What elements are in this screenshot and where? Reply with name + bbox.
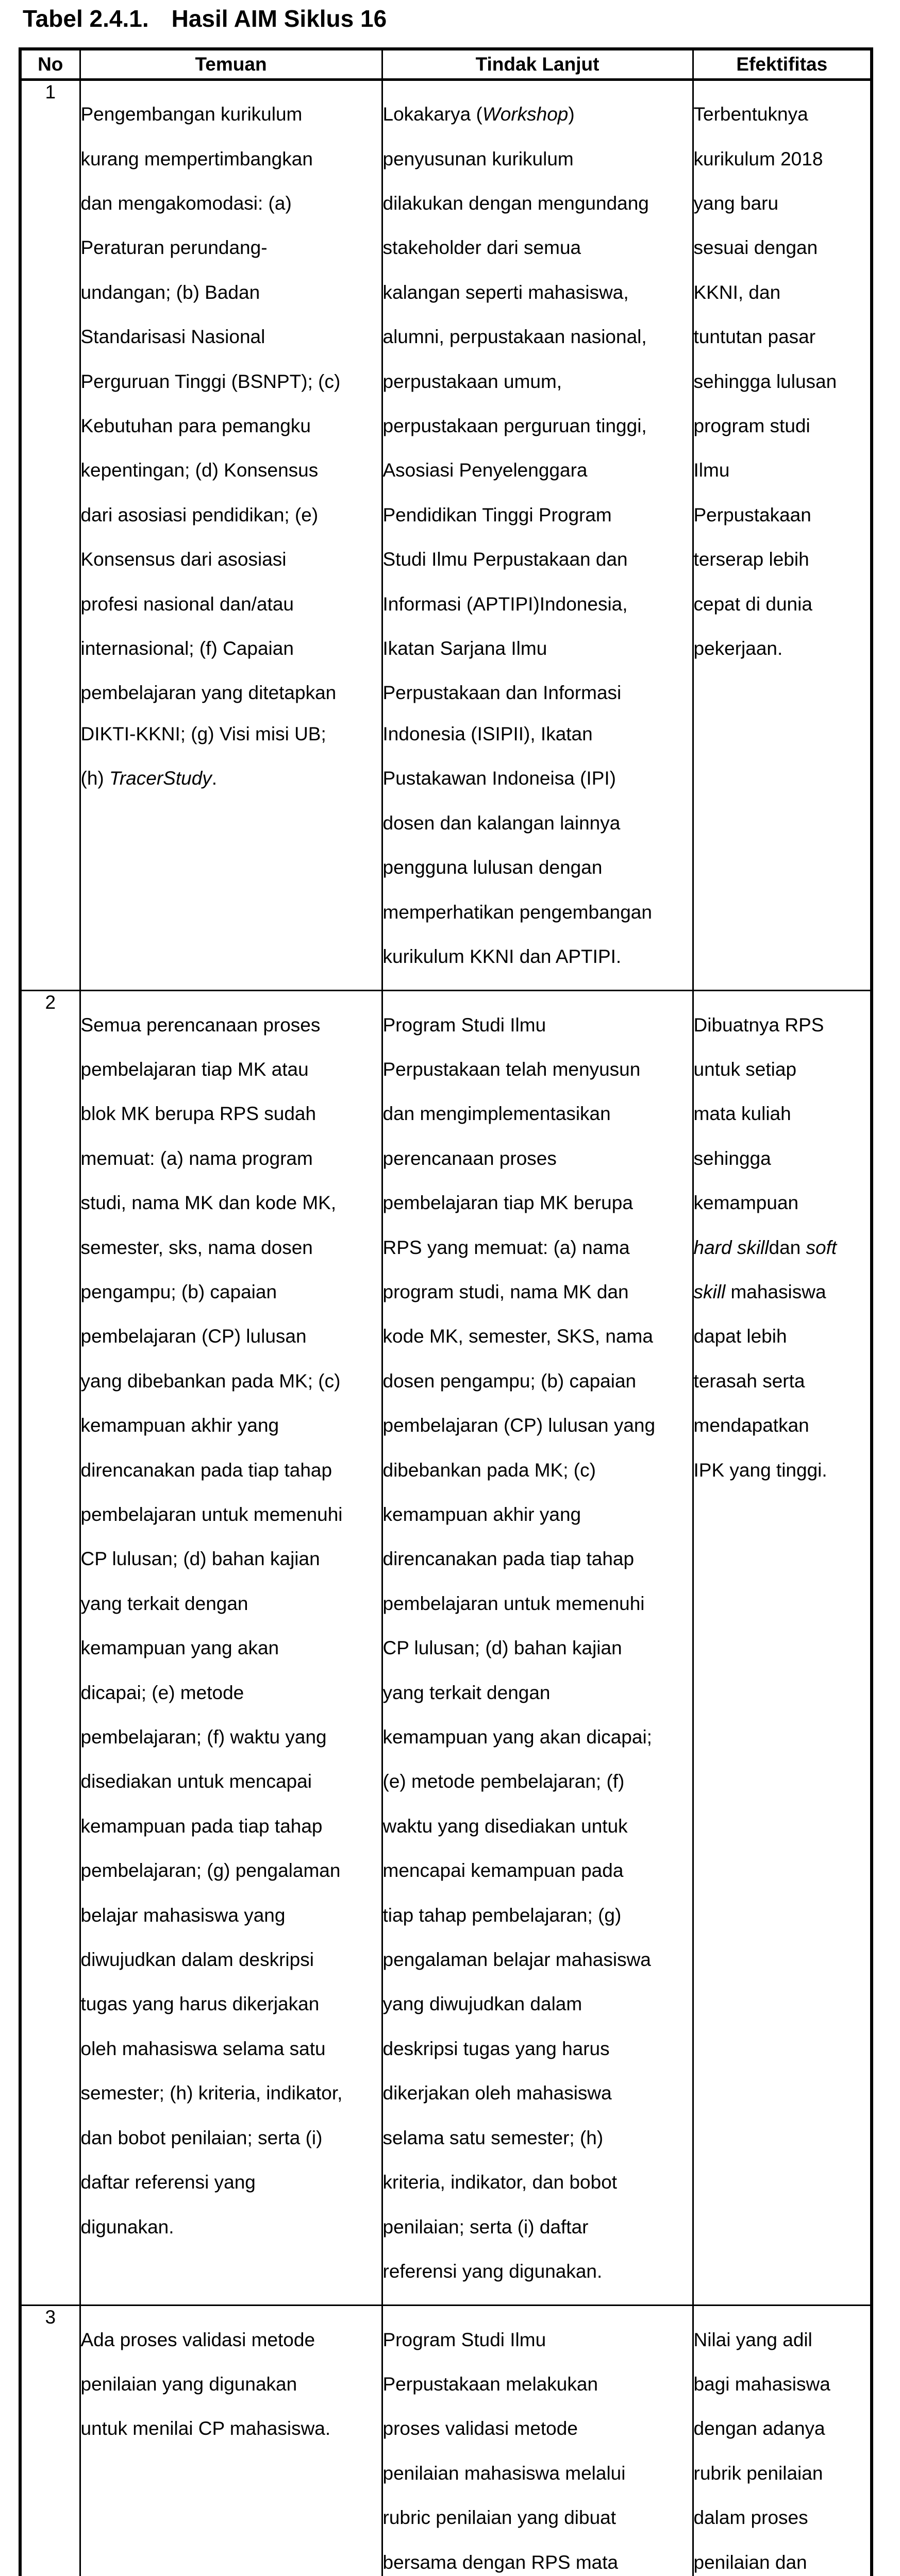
- text-line: pengampu; (b) capaian: [80, 1281, 277, 1302]
- text-line: dapat lebih: [693, 1326, 787, 1347]
- table-row: [20, 80, 872, 991]
- table-header-row: [20, 49, 872, 80]
- tindak-lanjut-cell: [382, 991, 693, 2306]
- temuan-text: [81, 2306, 381, 2462]
- text-line: pembelajaran untuk memenuhi: [382, 1592, 645, 1614]
- text-line: Pendidikan Tinggi Program: [382, 504, 612, 526]
- tindak-lanjut-text: [383, 991, 692, 2304]
- text-line: pengguna lulusan dengan: [382, 857, 603, 878]
- text-line: Konsensus dari asosiasi: [80, 549, 287, 570]
- text-line: Perpustakaan dan Informasi: [382, 682, 622, 704]
- text-line: Ada proses validasi metode: [80, 2329, 315, 2350]
- aim-results-table: [19, 47, 873, 2576]
- text-line: DIKTI-KKNI; (g) Visi misi UB;: [80, 723, 326, 744]
- text-line: [81, 767, 381, 789]
- text-line: dan mengakomodasi: (a): [80, 193, 292, 214]
- text-line: yang terkait dengan: [80, 1592, 248, 1614]
- text-line: cepat di dunia: [693, 593, 812, 615]
- text-line: dikerjakan oleh mahasiswa: [382, 2082, 612, 2104]
- text-line: Indonesia (ISIPII), Ikatan: [382, 723, 593, 744]
- text-line: Peraturan perundang-: [80, 237, 268, 259]
- text-line: penyusunan kurikulum: [382, 148, 574, 170]
- text-line: Informasi (APTIPI)Indonesia,: [382, 593, 628, 615]
- tindak-lanjut-cell: [382, 2306, 693, 2576]
- header-no: No: [20, 49, 80, 80]
- text-line: Asosiasi Penyelenggara: [382, 460, 588, 481]
- efektifitas-text: [694, 2306, 871, 2576]
- text-line: pembelajaran (CP) lulusan: [80, 1326, 307, 1347]
- text-line: Program Studi Ilmu: [382, 1014, 546, 1036]
- text-line: rubrik penilaian: [693, 2462, 823, 2484]
- text-line: dengan adanya: [693, 2418, 825, 2439]
- text-line: untuk menilai CP mahasiswa.: [80, 2418, 331, 2439]
- text-line: memuat: (a) nama program: [80, 1147, 313, 1169]
- text-line: penilaian dan: [693, 2551, 807, 2573]
- temuan-text: [81, 991, 381, 2260]
- text-line: perpustakaan umum,: [382, 370, 562, 392]
- text-line: Terbentuknya: [693, 104, 808, 125]
- table-row: [20, 2306, 872, 2576]
- text-line: [694, 1236, 871, 1259]
- text-line: kemampuan yang akan dicapai;: [382, 1726, 652, 1748]
- tindak-lanjut-text: [383, 81, 692, 990]
- text-line: Perpustakaan: [693, 504, 811, 526]
- text-line: [383, 103, 692, 125]
- text-run: .: [211, 768, 218, 789]
- text-run: Lokakarya (: [382, 104, 482, 125]
- header-tindak-lanjut: Tindak Lanjut: [382, 49, 693, 80]
- text-line: dan bobot penilaian; serta (i): [80, 2127, 323, 2148]
- text-line: sehingga: [693, 1147, 771, 1169]
- table-caption: [23, 4, 387, 33]
- text-line: tuntutan pasar: [693, 326, 816, 348]
- text-line: Perguruan Tinggi (BSNPT); (c): [80, 370, 341, 392]
- text-line: kemampuan: [693, 1192, 799, 1214]
- table-row: [20, 991, 872, 2306]
- temuan-cell: [80, 991, 382, 2306]
- text-line: Standarisasi Nasional: [80, 326, 265, 348]
- text-line: Ikatan Sarjana Ilmu: [382, 638, 547, 659]
- text-line: pembelajaran; (f) waktu yang: [80, 1726, 327, 1748]
- text-line: kemampuan yang akan: [80, 1637, 279, 1659]
- text-run: mahasiswa: [725, 1281, 826, 1302]
- text-line: terasah serta: [693, 1370, 805, 1392]
- text-line: bersama dengan RPS mata: [382, 2551, 619, 2573]
- table-number: Tabel 2.4.1.: [23, 5, 149, 32]
- text-line: internasional; (f) Capaian: [80, 638, 294, 659]
- text-line: direncanakan pada tiap tahap: [382, 1548, 635, 1570]
- text-line: pembelajaran tiap MK berupa: [382, 1192, 633, 1214]
- italic-run: hard skill: [693, 1236, 769, 1258]
- efektifitas-text: [694, 81, 871, 682]
- text-line: yang diwujudkan dalam: [382, 1993, 582, 2015]
- text-line: (e) metode pembelajaran; (f): [382, 1771, 625, 1792]
- text-line: disediakan untuk mencapai: [80, 1771, 312, 1792]
- text-line: waktu yang disediakan untuk: [382, 1815, 628, 1837]
- text-line: IPK yang tinggi.: [693, 1459, 827, 1481]
- text-line: mata kuliah: [693, 1103, 791, 1125]
- text-line: penilaian; serta (i) daftar: [382, 2216, 589, 2238]
- efektifitas-cell: [693, 2306, 872, 2576]
- text-run: (h): [80, 768, 109, 789]
- text-line: program studi: [693, 415, 810, 437]
- text-line: undangan; (b) Badan: [80, 281, 260, 303]
- header-temuan: Temuan: [80, 49, 382, 80]
- text-line: yang dibebankan pada MK; (c): [80, 1370, 341, 1392]
- text-line: Pustakawan Indoneisa (IPI): [382, 768, 616, 789]
- text-line: dibebankan pada MK; (c): [382, 1459, 596, 1481]
- text-line: kalangan seperti mahasiswa,: [382, 281, 629, 303]
- text-line: kriteria, indikator, dan bobot: [382, 2172, 618, 2193]
- text-line: dalam proses: [693, 2507, 808, 2529]
- text-line: referensi yang digunakan.: [382, 2260, 603, 2282]
- text-line: belajar mahasiswa yang: [80, 1904, 286, 1926]
- text-line: rubric penilaian yang dibuat: [382, 2507, 616, 2529]
- text-line: untuk setiap: [693, 1058, 797, 1080]
- text-line: dari asosiasi pendidikan; (e): [80, 504, 319, 526]
- text-line: Pengembangan kurikulum: [80, 104, 303, 125]
- text-line: dosen dan kalangan lainnya: [382, 812, 621, 834]
- text-line: semester; (h) kriteria, indikator,: [80, 2082, 343, 2104]
- text-line: penilaian yang digunakan: [80, 2373, 297, 2395]
- row-number: 2: [20, 991, 80, 2306]
- italic-run: Workshop: [482, 104, 569, 125]
- text-line: profesi nasional dan/atau: [80, 593, 294, 615]
- text-line: RPS yang memuat: (a) nama: [382, 1236, 630, 1258]
- header-efektifitas: Efektifitas: [693, 49, 872, 80]
- text-line: bagi mahasiswa: [693, 2373, 830, 2395]
- text-line: Semua perencanaan proses: [80, 1014, 321, 1036]
- text-line: yang terkait dengan: [382, 1682, 551, 1703]
- text-line: pembelajaran untuk memenuhi: [80, 1504, 343, 1525]
- text-line: sehingga lulusan: [693, 370, 837, 392]
- row-number: 1: [20, 80, 80, 991]
- text-line: kepentingan; (d) Konsensus: [80, 460, 319, 481]
- text-line: CP lulusan; (d) bahan kajian: [80, 1548, 320, 1570]
- text-line: studi, nama MK dan kode MK,: [80, 1192, 337, 1214]
- text-line: pengalaman belajar mahasiswa: [382, 1949, 651, 1971]
- text-line: stakeholder dari semua: [382, 237, 581, 259]
- text-line: tugas yang harus dikerjakan: [80, 1993, 320, 2015]
- italic-run: skill: [693, 1281, 726, 1302]
- efektifitas-text: [694, 991, 871, 1503]
- text-line: pekerjaan.: [693, 638, 783, 659]
- text-line: perencanaan proses: [382, 1147, 557, 1169]
- text-line: Dibuatnya RPS: [693, 1014, 824, 1036]
- table-title: Hasil AIM Siklus 16: [171, 5, 387, 32]
- text-line: kurikulum KKNI dan APTIPI.: [382, 945, 622, 967]
- text-line: [694, 1281, 871, 1303]
- text-line: Ilmu: [693, 460, 730, 481]
- text-line: dicapai; (e) metode: [80, 1682, 244, 1703]
- text-line: kurikulum 2018: [693, 148, 823, 170]
- italic-run: soft: [806, 1236, 837, 1258]
- text-line: deskripsi tugas yang harus: [382, 2038, 610, 2059]
- text-line: proses validasi metode: [382, 2418, 578, 2439]
- temuan-cell: [80, 80, 382, 991]
- text-line: CP lulusan; (d) bahan kajian: [382, 1637, 622, 1659]
- text-line: dilakukan dengan mengundang: [382, 193, 649, 214]
- text-line: dosen pengampu; (b) capaian: [382, 1370, 637, 1392]
- row-number: 3: [20, 2306, 80, 2576]
- text-line: digunakan.: [80, 2216, 174, 2238]
- text-line: dan mengimplementasikan: [382, 1103, 611, 1125]
- tindak-lanjut-text: [383, 2306, 692, 2576]
- efektifitas-cell: [693, 991, 872, 2306]
- text-line: blok MK berupa RPS sudah: [80, 1103, 316, 1125]
- text-line: sesuai dengan: [693, 237, 818, 259]
- text-line: kemampuan akhir yang: [80, 1415, 279, 1436]
- text-line: Kebutuhan para pemangku: [80, 415, 311, 437]
- text-line: memperhatikan pengembangan: [382, 901, 652, 923]
- text-line: selama satu semester; (h): [382, 2127, 604, 2148]
- text-line: mencapai kemampuan pada: [382, 1860, 624, 1882]
- italic-run: TracerStudy: [109, 768, 212, 789]
- text-line: semester, sks, nama dosen: [80, 1236, 313, 1258]
- text-line: Studi Ilmu Perpustakaan dan: [382, 549, 628, 570]
- text-line: perpustakaan perguruan tinggi,: [382, 415, 647, 437]
- text-line: Perpustakaan telah menyusun: [382, 1058, 641, 1080]
- text-run: ): [568, 104, 575, 125]
- text-line: Perpustakaan melakukan: [382, 2373, 598, 2395]
- text-line: alumni, perpustakaan nasional,: [382, 326, 647, 348]
- text-line: daftar referensi yang: [80, 2172, 256, 2193]
- text-line: kurang mempertimbangkan: [80, 148, 313, 170]
- tindak-lanjut-cell: [382, 80, 693, 991]
- text-line: pembelajaran (CP) lulusan yang: [382, 1415, 656, 1436]
- text-line: pembelajaran yang ditetapkan: [80, 682, 337, 704]
- text-line: program studi, nama MK dan: [382, 1281, 629, 1302]
- text-line: penilaian mahasiswa melalui: [382, 2462, 626, 2484]
- text-line: oleh mahasiswa selama satu: [80, 2038, 326, 2059]
- text-line: terserap lebih: [693, 549, 809, 570]
- text-line: direncanakan pada tiap tahap: [80, 1459, 332, 1481]
- text-line: pembelajaran; (g) pengalaman: [80, 1860, 341, 1882]
- text-line: kemampuan akhir yang: [382, 1504, 581, 1525]
- efektifitas-cell: [693, 80, 872, 991]
- text-run: dan: [769, 1236, 806, 1258]
- text-line: Program Studi Ilmu: [382, 2329, 546, 2350]
- temuan-cell: [80, 2306, 382, 2576]
- text-line: kemampuan pada tiap tahap: [80, 1815, 323, 1837]
- text-line: Nilai yang adil: [693, 2329, 812, 2350]
- text-line: mendapatkan: [693, 1415, 809, 1436]
- text-line: diwujudkan dalam deskripsi: [80, 1949, 314, 1971]
- text-line: pembelajaran tiap MK atau: [80, 1058, 309, 1080]
- text-line: kode MK, semester, SKS, nama: [382, 1326, 653, 1347]
- text-line: KKNI, dan: [693, 281, 781, 303]
- text-line: yang baru: [693, 193, 779, 214]
- temuan-text: [81, 81, 381, 812]
- text-line: tiap tahap pembelajaran; (g): [382, 1904, 622, 1926]
